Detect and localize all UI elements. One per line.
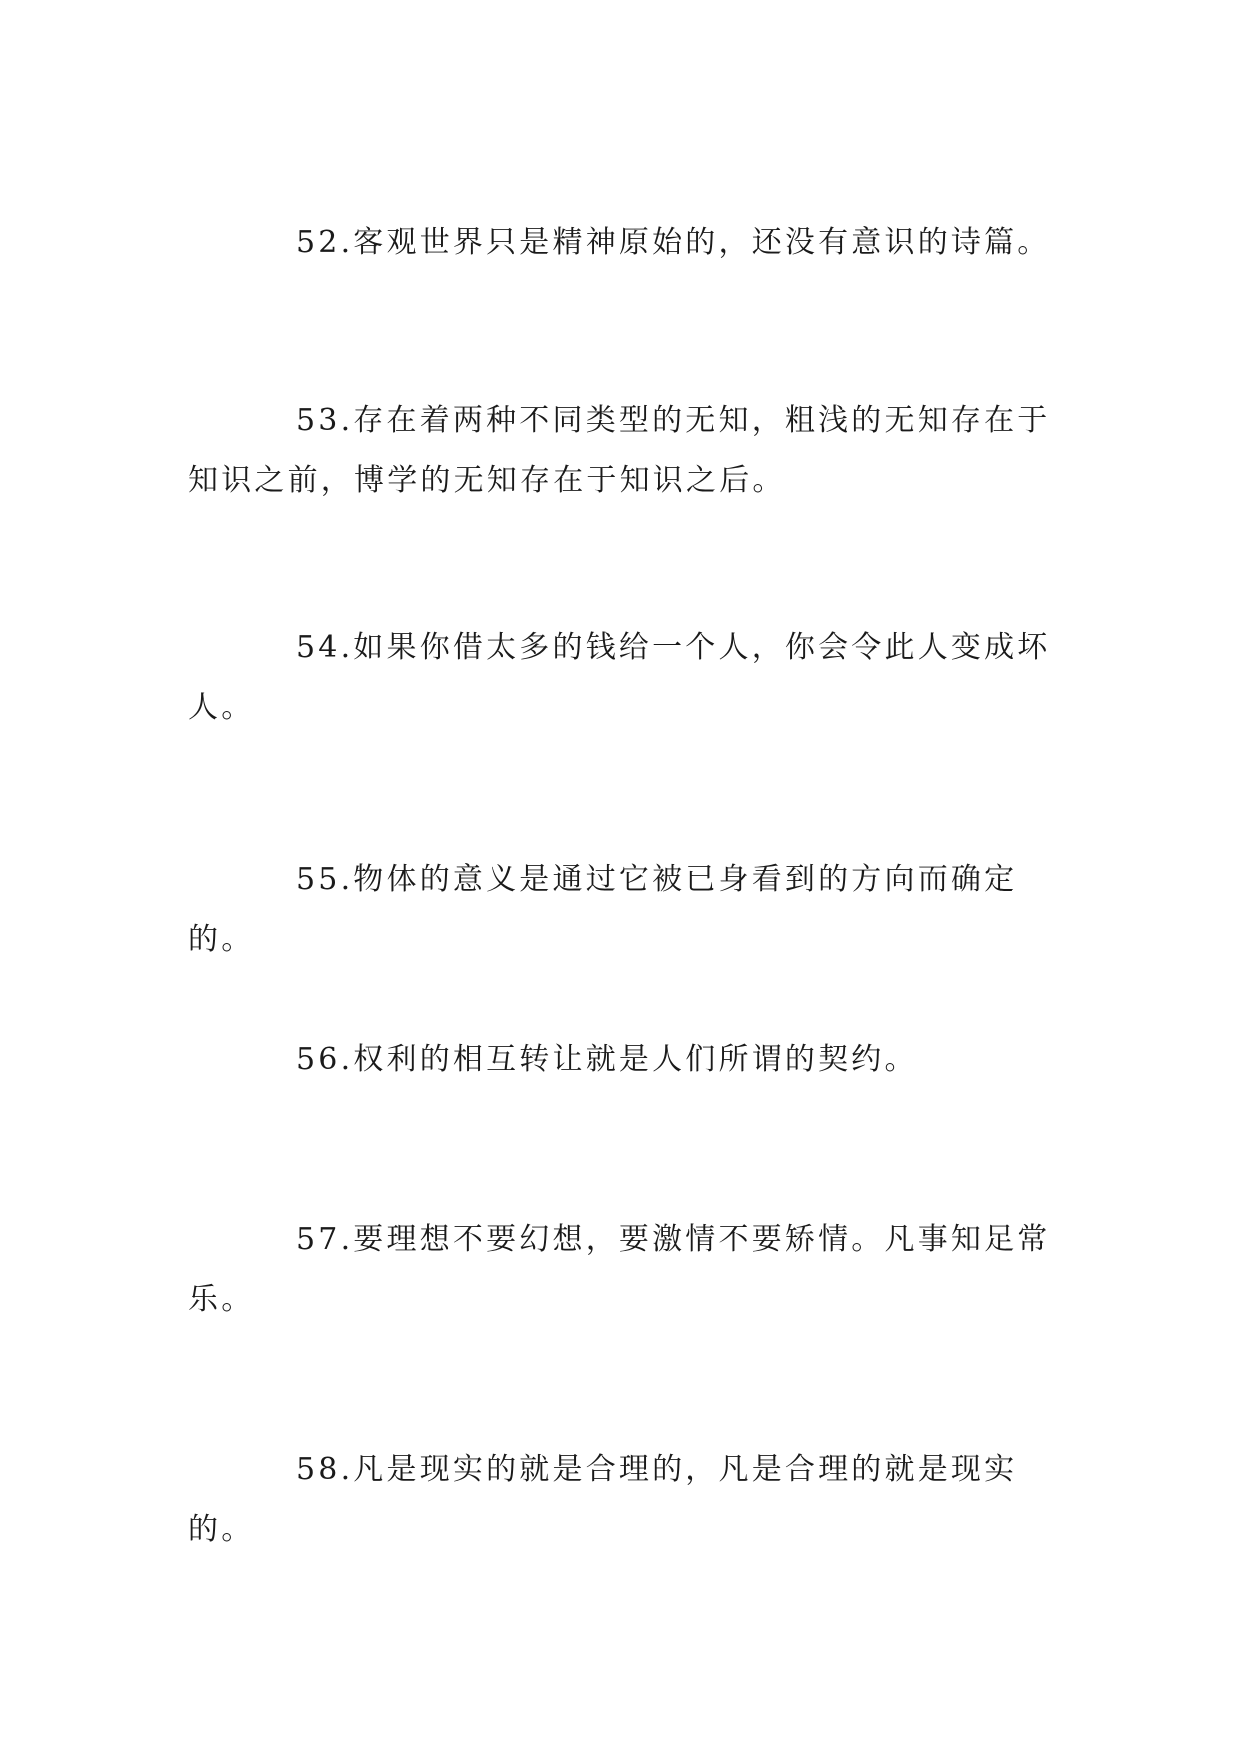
quote-53: 53.存在着两种不同类型的无知，粗浅的无知存在于知识之前，博学的无知存在于知识之后。 [188, 403, 1051, 498]
quote-52: 52.客观世界只是精神原始的，还没有意识的诗篇。 [296, 225, 1051, 260]
quote-56: 56.权利的相互转让就是人们所谓的契约。 [296, 1042, 918, 1077]
quote-54: 54.如果你借太多的钱给一个人，你会令此人变成坏人。 [188, 630, 1051, 725]
quote-55: 55.物体的意义是通过它被已身看到的方向而确定的。 [188, 862, 1018, 957]
quote-57: 57.要理想不要幻想，要激情不要矫情。凡事知足常乐。 [188, 1222, 1051, 1317]
quote-58: 58.凡是现实的就是合理的，凡是合理的就是现实的。 [188, 1452, 1018, 1547]
